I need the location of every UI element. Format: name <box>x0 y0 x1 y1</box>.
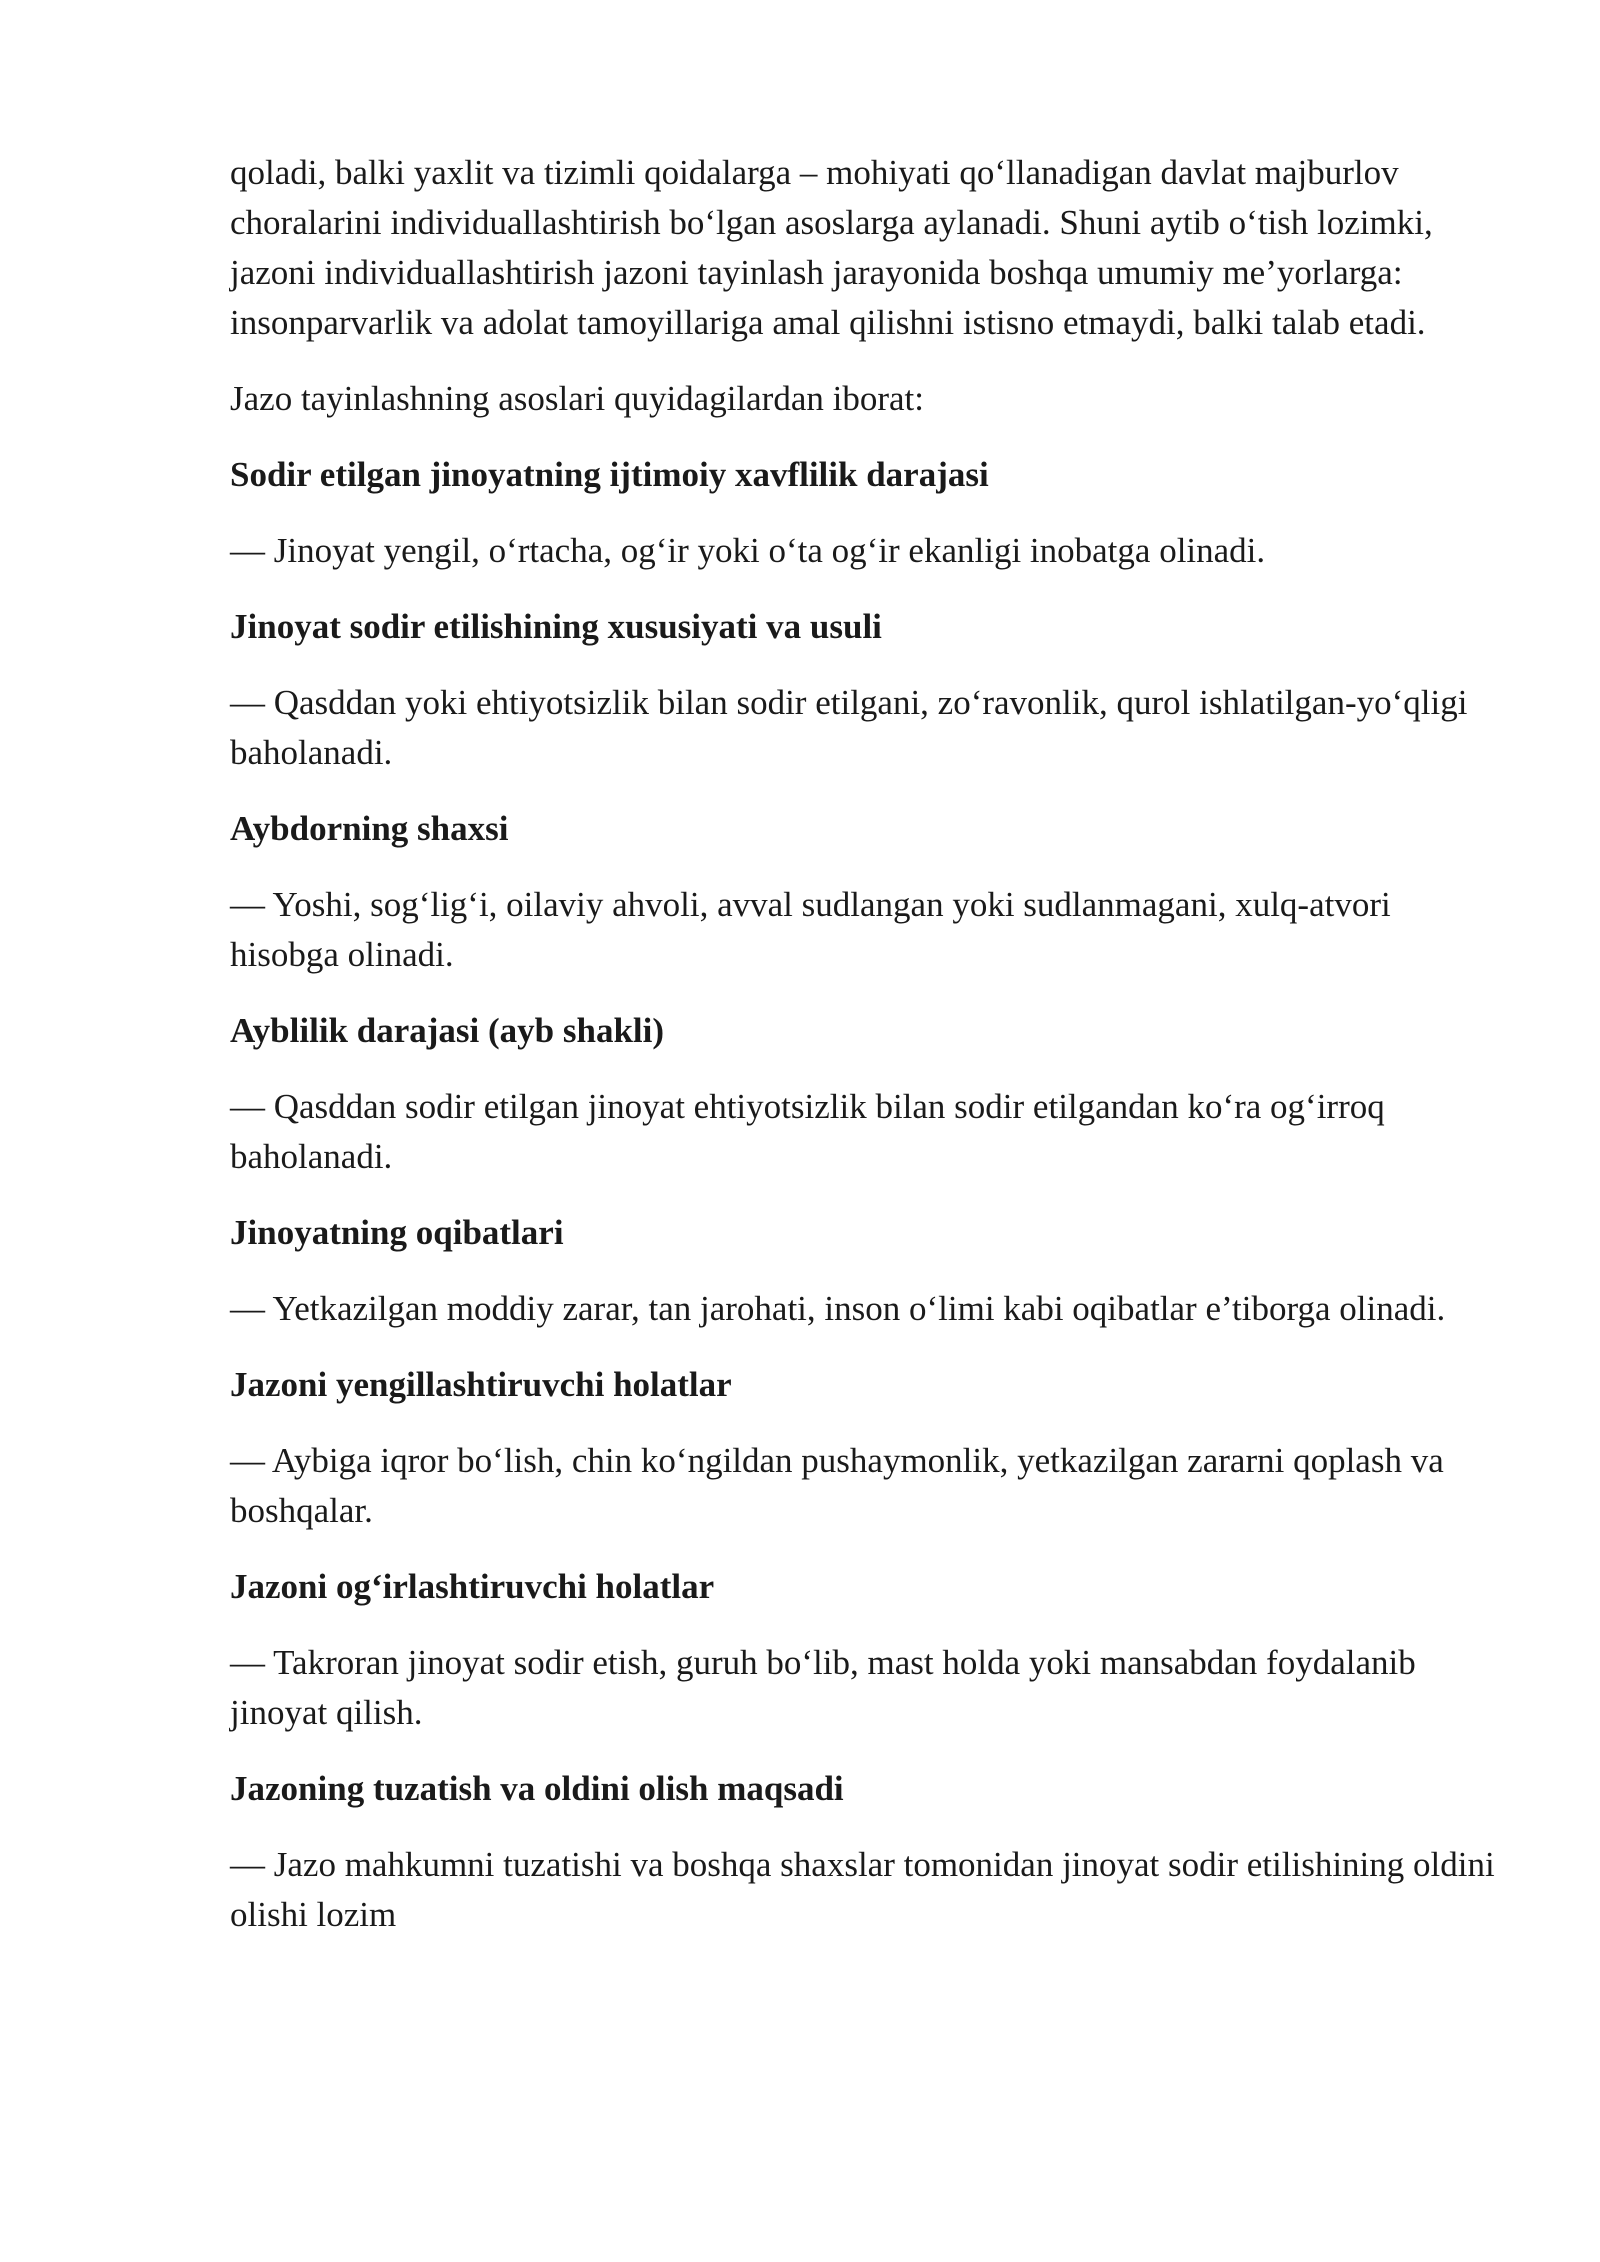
document-page <box>230 148 1500 1966</box>
section-heading: Sodir etilgan jinoyatning ijtimoiy xavflilik darajasi <box>230 455 989 494</box>
section-body: — Qasddan sodir etilgan jinoyat ehtiyotsizlik bilan sodir etilgandan ko‘ra og‘irroq baholanadi. <box>230 1087 1385 1176</box>
section-heading: Jinoyat sodir etilishining xususiyati va usuli <box>230 607 882 646</box>
section-body: — Aybiga iqror bo‘lish, chin ko‘ngildan pushaymonlik, yetkazilgan zararni qoplash va boshqalar. <box>230 1441 1444 1530</box>
lead-in-sentence: Jazo tayinlashning asoslari quyidagilardan iborat: <box>230 379 924 418</box>
section-body: — Qasddan yoki ehtiyotsizlik bilan sodir etilgani, zo‘ravonlik, qurol ishlatilgan-yo‘qligi baholanadi. <box>230 683 1468 772</box>
section-body: — Jinoyat yengil, o‘rtacha, og‘ir yoki o‘ta og‘ir ekanligi inobatga olinadi. <box>230 531 1266 570</box>
section-heading: Jazoni og‘irlashtiruvchi holatlar <box>230 1567 715 1606</box>
section-heading: Aybdorning shaxsi <box>230 809 509 848</box>
section-heading: Jazoning tuzatish va oldini olish maqsadi <box>230 1769 844 1808</box>
section-heading: Ayblilik darajasi (ayb shakli) <box>230 1011 665 1050</box>
section-body: — Yetkazilgan moddiy zarar, tan jarohati, inson o‘limi kabi oqibatlar e’tiborga olinadi. <box>230 1289 1446 1328</box>
section-heading: Jazoni yengillashtiruvchi holatlar <box>230 1365 732 1404</box>
section-body: — Takroran jinoyat sodir etish, guruh bo‘lib, mast holda yoki mansabdan foydalanib jinoyat qilish. <box>230 1643 1416 1732</box>
intro-paragraph: qoladi, balki yaxlit va tizimli qoidalarga – mohiyati qo‘llanadigan davlat majburlov choralarini individuallashtirish bo‘lgan asoslarga aylanadi. Shuni aytib o‘tish lozimki, jazoni individuallashtirish jazoni tayinlash jarayonida boshqa umumiy me’yorlarga: insonparvarlik va adolat tamoyillariga amal qilishni istisno etmaydi, balki talab etadi. <box>230 153 1433 342</box>
section-body: — Yoshi, sog‘lig‘i, oilaviy ahvoli, avval sudlangan yoki sudlanmagani, xulq-atvori hisobga olinadi. <box>230 885 1391 974</box>
section-body: — Jazo mahkumni tuzatishi va boshqa shaxslar tomonidan jinoyat sodir etilishining oldini olishi lozim <box>230 1845 1495 1934</box>
section-heading: Jinoyatning oqibatlari <box>230 1213 564 1252</box>
